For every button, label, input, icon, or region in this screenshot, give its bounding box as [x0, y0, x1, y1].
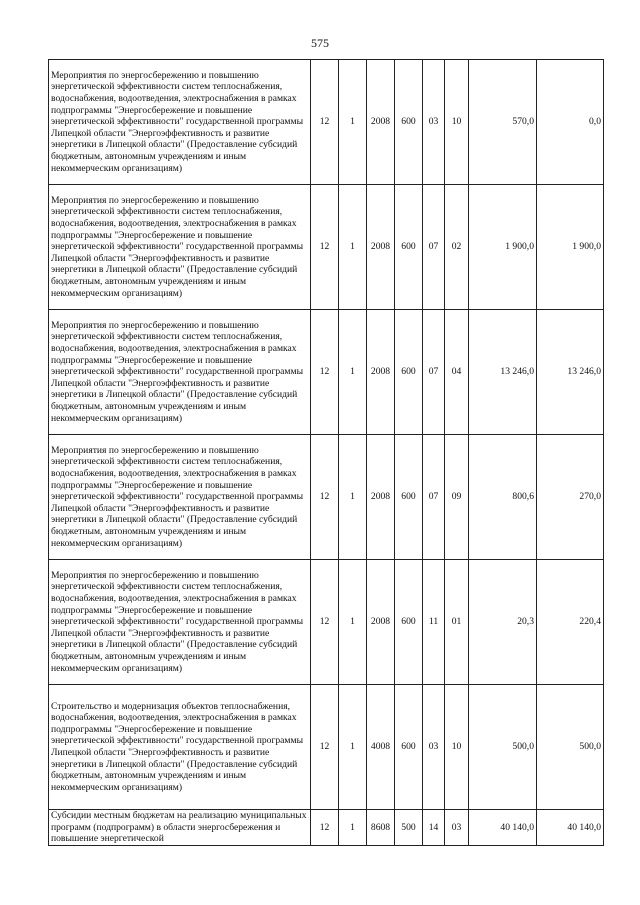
- code-cell: 03: [423, 60, 445, 185]
- code-cell: 02: [445, 185, 469, 310]
- code-cell: 2008: [367, 310, 395, 435]
- code-cell: 4008: [367, 685, 395, 810]
- code-cell: 500: [395, 810, 423, 846]
- code-cell: 10: [445, 60, 469, 185]
- row-description: Мероприятия по энергосбережению и повышению энергетической эффективности систем теплоснабжения, водоснабжения, водоотведения, электроснабжения в рамках подпрограммы "Энергосбережение и повышение энергетической эффективности" государственной программы Липецкой области "Энергоэффективность и развитие энергетики в Липецкой области" (Предоставление субсидий бюджетным, автономным учреждениям и иным некоммерческим организациям): [49, 560, 311, 685]
- code-cell: 07: [423, 185, 445, 310]
- amount-cell: 0,0: [537, 60, 604, 185]
- amount-cell: 40 140,0: [469, 810, 537, 846]
- code-cell: 04: [445, 310, 469, 435]
- code-cell: 03: [445, 810, 469, 846]
- amount-cell: 1 900,0: [469, 185, 537, 310]
- code-cell: 10: [445, 685, 469, 810]
- amount-cell: 13 246,0: [537, 310, 604, 435]
- code-cell: 2008: [367, 435, 395, 560]
- code-cell: 12: [311, 560, 339, 685]
- row-description: Строительство и модернизация объектов теплоснабжения, водоснабжения, водоотведения, электроснабжения в рамках подпрограммы "Энергосбережение и повышение энергетической эффективности" государственной программы Липецкой области "Энергоэффективность и развитие энергетики в Липецкой области" (Предоставление субсидий бюджетным, автономным учреждениям и иным некоммерческим организациям): [49, 685, 311, 810]
- code-cell: 600: [395, 435, 423, 560]
- budget-table-body: [49, 60, 604, 846]
- table-row: [49, 560, 604, 685]
- table-row: [49, 60, 604, 185]
- code-cell: 1: [339, 310, 367, 435]
- row-description: Мероприятия по энергосбережению и повышению энергетической эффективности систем теплоснабжения, водоснабжения, водоотведения, электроснабжения в рамках подпрограммы "Энергосбережение и повышение энергетической эффективности" государственной программы Липецкой области "Энергоэффективность и развитие энергетики в Липецкой области" (Предоставление субсидий бюджетным, автономным учреждениям и иным некоммерческим организациям): [49, 435, 311, 560]
- code-cell: 2008: [367, 60, 395, 185]
- code-cell: 12: [311, 60, 339, 185]
- code-cell: 600: [395, 685, 423, 810]
- code-cell: 1: [339, 60, 367, 185]
- table-row: [49, 810, 604, 846]
- row-description: Субсидии местным бюджетам на реализацию муниципальных программ (подпрограмм) в области энергосбережения и повышение энергетической: [49, 810, 311, 846]
- code-cell: 07: [423, 310, 445, 435]
- amount-cell: 20,3: [469, 560, 537, 685]
- code-cell: 12: [311, 185, 339, 310]
- code-cell: 1: [339, 185, 367, 310]
- budget-table: [48, 59, 604, 846]
- code-cell: 1: [339, 560, 367, 685]
- code-cell: 1: [339, 810, 367, 846]
- code-cell: 8608: [367, 810, 395, 846]
- code-cell: 2008: [367, 560, 395, 685]
- code-cell: 09: [445, 435, 469, 560]
- code-cell: 600: [395, 185, 423, 310]
- amount-cell: 13 246,0: [469, 310, 537, 435]
- code-cell: 01: [445, 560, 469, 685]
- code-cell: 12: [311, 810, 339, 846]
- row-description: Мероприятия по энергосбережению и повышению энергетической эффективности систем теплоснабжения, водоснабжения, водоотведения, электроснабжения в рамках подпрограммы "Энергосбережение и повышение энергетической эффективности" государственной программы Липецкой области "Энергоэффективность и развитие энергетики в Липецкой области" (Предоставление субсидий бюджетным, автономным учреждениям и иным некоммерческим организациям): [49, 310, 311, 435]
- code-cell: 1: [339, 685, 367, 810]
- code-cell: 07: [423, 435, 445, 560]
- code-cell: 14: [423, 810, 445, 846]
- amount-cell: 500,0: [537, 685, 604, 810]
- code-cell: 600: [395, 60, 423, 185]
- code-cell: 12: [311, 435, 339, 560]
- table-row: [49, 185, 604, 310]
- code-cell: 600: [395, 560, 423, 685]
- code-cell: 12: [311, 310, 339, 435]
- code-cell: 12: [311, 685, 339, 810]
- code-cell: 11: [423, 560, 445, 685]
- table-row: [49, 685, 604, 810]
- amount-cell: 800,6: [469, 435, 537, 560]
- code-cell: 600: [395, 310, 423, 435]
- code-cell: 03: [423, 685, 445, 810]
- row-description: Мероприятия по энергосбережению и повышению энергетической эффективности систем теплоснабжения, водоснабжения, водоотведения, электроснабжения в рамках подпрограммы "Энергосбережение и повышение энергетической эффективности" государственной программы Липецкой области "Энергоэффективность и развитие энергетики в Липецкой области" (Предоставление субсидий бюджетным, автономным учреждениям и иным некоммерческим организациям): [49, 60, 311, 185]
- amount-cell: 570,0: [469, 60, 537, 185]
- amount-cell: 40 140,0: [537, 810, 604, 846]
- amount-cell: 270,0: [537, 435, 604, 560]
- page-number: 575: [311, 36, 329, 50]
- code-cell: 2008: [367, 185, 395, 310]
- row-description: Мероприятия по энергосбережению и повышению энергетической эффективности систем теплоснабжения, водоснабжения, водоотведения, электроснабжения в рамках подпрограммы "Энергосбережение и повышение энергетической эффективности" государственной программы Липецкой области "Энергоэффективность и развитие энергетики в Липецкой области" (Предоставление субсидий бюджетным, автономным учреждениям и иным некоммерческим организациям): [49, 185, 311, 310]
- amount-cell: 500,0: [469, 685, 537, 810]
- table-row: [49, 435, 604, 560]
- amount-cell: 1 900,0: [537, 185, 604, 310]
- table-row: [49, 310, 604, 435]
- amount-cell: 220,4: [537, 560, 604, 685]
- code-cell: 1: [339, 435, 367, 560]
